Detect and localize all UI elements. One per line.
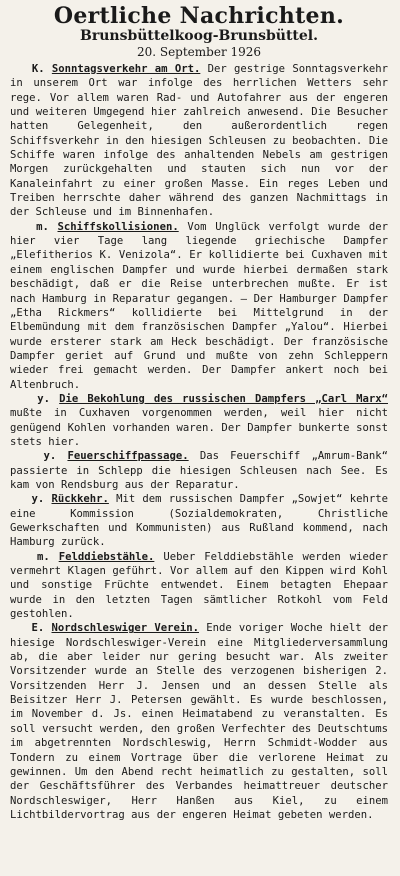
- article-rueckkehr: [10, 492, 388, 549]
- article-prefix: y.: [43, 450, 57, 463]
- article-heading: Felddiebstähle.: [58, 550, 155, 563]
- article-prefix: E.: [31, 622, 45, 635]
- article-bekohlung: [10, 392, 388, 449]
- article-prefix: K.: [31, 63, 45, 75]
- article-heading: Die Bekohlung des russischen Dampfers „Carl Marx“: [59, 392, 388, 405]
- article-felddiebstaehle: [10, 550, 388, 622]
- article-prefix: m.: [36, 220, 49, 233]
- article-prefix: m.: [36, 550, 50, 563]
- article-heading: Schiffskollisionen.: [57, 220, 179, 233]
- article-prefix: y.: [31, 493, 45, 506]
- article-heading: Nordschleswiger Verein.: [51, 622, 199, 635]
- article-body: Das Feuerschiff „Amrum-Bank“ passierte in Schlepp die hiesigen Schleusen nach See. Es kam von Rendsburg aus der Reparatur.: [10, 450, 388, 491]
- article-nordschleswiger-verein: [10, 621, 388, 822]
- article-sonntagsverkehr: [10, 62, 388, 220]
- section-subtitle: Brunsbüttelkoog-Brunsbüttel.: [80, 28, 318, 44]
- article-body: Ueber Felddiebstähle werden wieder vermehrt Klagen geführt. Vor allem auf den Kippen wird Kohl und sonstige Früchte entwendet. Einem betagten Ehepaar wurde in den letzten Tagen sämtlicher Rotkohl vom Feld gestohlen.: [10, 550, 388, 621]
- issue-date: 20. September 1926: [136, 45, 262, 59]
- article-prefix: y.: [37, 392, 51, 405]
- article-schiffskollisionen: [10, 220, 388, 392]
- article-body: Vom Unglück verfolgt wurde der hier vier Tage lang liegende griechische Dampfer „Elefitherios K. Venizola“. Er kollidierte bei Cuxhaven mit einem englischen Dampfer und wurde hierbei dermaßen stark beschädigt, daß er die Reise unterbrechen mußte. Er ist nach Hamburg in Reparatur gegangen. — Der Hamburger Dampfer „Etha Rickmers“ kollidierte bei Mittelgrund in der Elbemündung mit dem französischen Dampfer „Yalou“. Hierbei wurde ersterer stark am Heck beschädigt. Der französische Dampfer geriet auf Grund und mußte von zehn Schleppern wieder frei gemacht werden. Der Dampfer ankert noch bei Altenbruch.: [10, 220, 388, 391]
- article-body: mußte in Cuxhaven vorgenommen werden, weil hier nicht genügend Kohlen vorhanden waren. Der Dampfer bunkerte sonst stets hier.: [10, 407, 388, 448]
- section-title: Oertliche Nachrichten.: [53, 3, 345, 29]
- article-heading: Sonntagsverkehr am Ort.: [51, 63, 201, 75]
- article-body: Ende voriger Woche hielt der hiesige Nordschleswiger-Verein eine Mitgliederversammlung ab, die aber leider nur gering besucht war. Als zweiter Vorsitzender wurde an Stelle des verzogenen bisherigen 2. Vorsitzenden Herr J. Jensen und an dessen Stelle als Beisitzer Herr J. Petersen gewählt. Es wurde beschlossen, im November d. Js. einen Heimatabend zu veranstalten. Es soll versucht werden, den großen Verfechter des Deutschtums im abgetrennten Nordschleswig, Herrn Schmidt-Wodder aus Tondern zu einem Vortrage über die verlorene Heimat zu gewinnen. Um den Abend recht heimatlich zu gestalten, soll der Geschäftsführer des Verbandes heimattreuer deutscher Nordschleswiger, Herr Hanßen aus Kiel, zu einem Lichtbildervortrag aus der engeren Heimat gebeten werden.: [10, 622, 388, 821]
- article-body: Der gestrige Sonntagsverkehr in unserem Ort war infolge des herrlichen Wetters sehr rege. Vor allem waren Rad- und Autofahrer aus der engeren und weiteren Umgegend hier zahlreich anwesend. Die Besucher hatten Gelegenheit, den außerordentlich regen Schiffsverkehr in den hiesigen Schleusen zu beobachten. Die Schiffe waren infolge des anhaltenden Nebels am gestrigen Morgen zurückgehalten und stauten sich nun vor der Kanaleinfahrt zu einer großen Masse. Ein reges Leben und Treiben herrschte daher während des ganzen Nachmittags in der Schleuse und im Binnenhafen.: [10, 63, 388, 219]
- article-feuerschiffpassage: [10, 449, 388, 492]
- article-body: Mit dem russischen Dampfer „Sowjet“ kehrte eine Kommission (Sozialdemokraten, Christliche Gewerkschaften und Kommunisten) aus Rußland kommend, nach Hamburg zurück.: [10, 493, 388, 549]
- article-heading: Rückkehr.: [51, 493, 109, 506]
- article-heading: Feuerschiffpassage.: [67, 450, 189, 463]
